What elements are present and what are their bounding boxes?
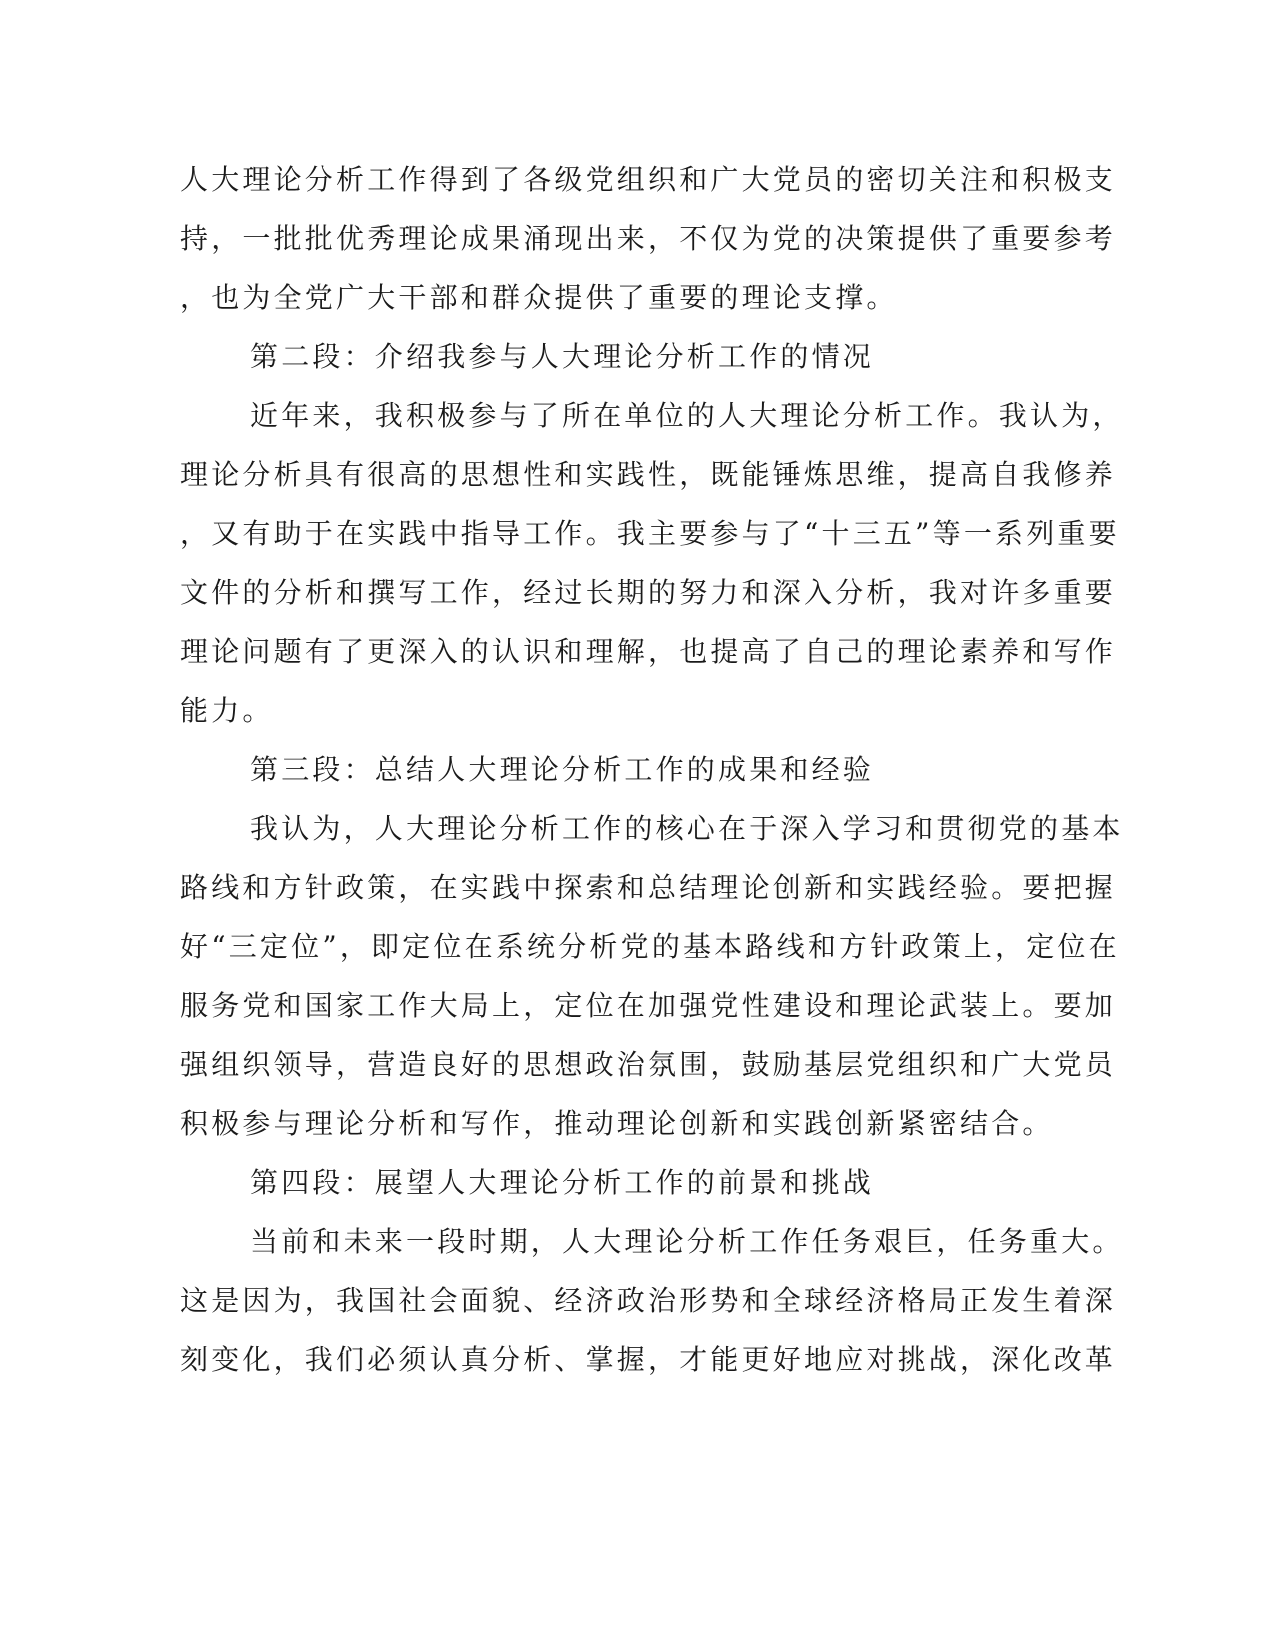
- section-heading: 第二段：介绍我参与人大理论分析工作的情况: [250, 340, 875, 373]
- body-text-line: 这是因为，我国社会面貌、经济政治形势和全球经济格局正发生着深: [180, 1284, 1117, 1317]
- body-text-line: ，也为全党广大干部和群众提供了重要的理论支撑。: [180, 281, 898, 314]
- body-text-line: 文件的分析和撰写工作，经过长期的努力和深入分析，我对许多重要: [180, 576, 1117, 609]
- body-text-line: 能力。: [180, 694, 274, 727]
- body-text-line: 积极参与理论分析和写作，推动理论创新和实践创新紧密结合。: [180, 1107, 1054, 1140]
- body-text-line: ，又有助于在实践中指导工作。我主要参与了“十三五”等一系列重要: [180, 517, 1120, 550]
- body-text-line: 当前和未来一段时期，人大理论分析工作任务艰巨，任务重大。: [250, 1225, 1124, 1258]
- body-text-line: 路线和方针政策，在实践中探索和总结理论创新和实践经验。要把握: [180, 871, 1117, 904]
- body-text-line: 理论问题有了更深入的认识和理解，也提高了自己的理论素养和写作: [180, 635, 1117, 668]
- body-text-line: 人大理论分析工作得到了各级党组织和广大党员的密切关注和积极支: [180, 163, 1117, 196]
- body-text-line: 好“三定位”，即定位在系统分析党的基本路线和方针政策上，定位在: [180, 930, 1120, 963]
- body-text-line: 刻变化，我们必须认真分析、掌握，才能更好地应对挑战，深化改革: [180, 1343, 1117, 1376]
- body-text-line: 持，一批批优秀理论成果涌现出来，不仅为党的决策提供了重要参考: [180, 222, 1117, 255]
- section-heading: 第三段：总结人大理论分析工作的成果和经验: [250, 753, 875, 786]
- body-text-line: 近年来，我积极参与了所在单位的人大理论分析工作。我认为，: [250, 399, 1124, 432]
- body-text-line: 强组织领导，营造良好的思想政治氛围，鼓励基层党组织和广大党员: [180, 1048, 1117, 1081]
- body-text-line: 服务党和国家工作大局上，定位在加强党性建设和理论武装上。要加: [180, 989, 1117, 1022]
- body-text-line: 理论分析具有很高的思想性和实践性，既能锤炼思维，提高自我修养: [180, 458, 1117, 491]
- section-heading: 第四段：展望人大理论分析工作的前景和挑战: [250, 1166, 875, 1199]
- body-text-line: 我认为，人大理论分析工作的核心在于深入学习和贯彻党的基本: [250, 812, 1124, 845]
